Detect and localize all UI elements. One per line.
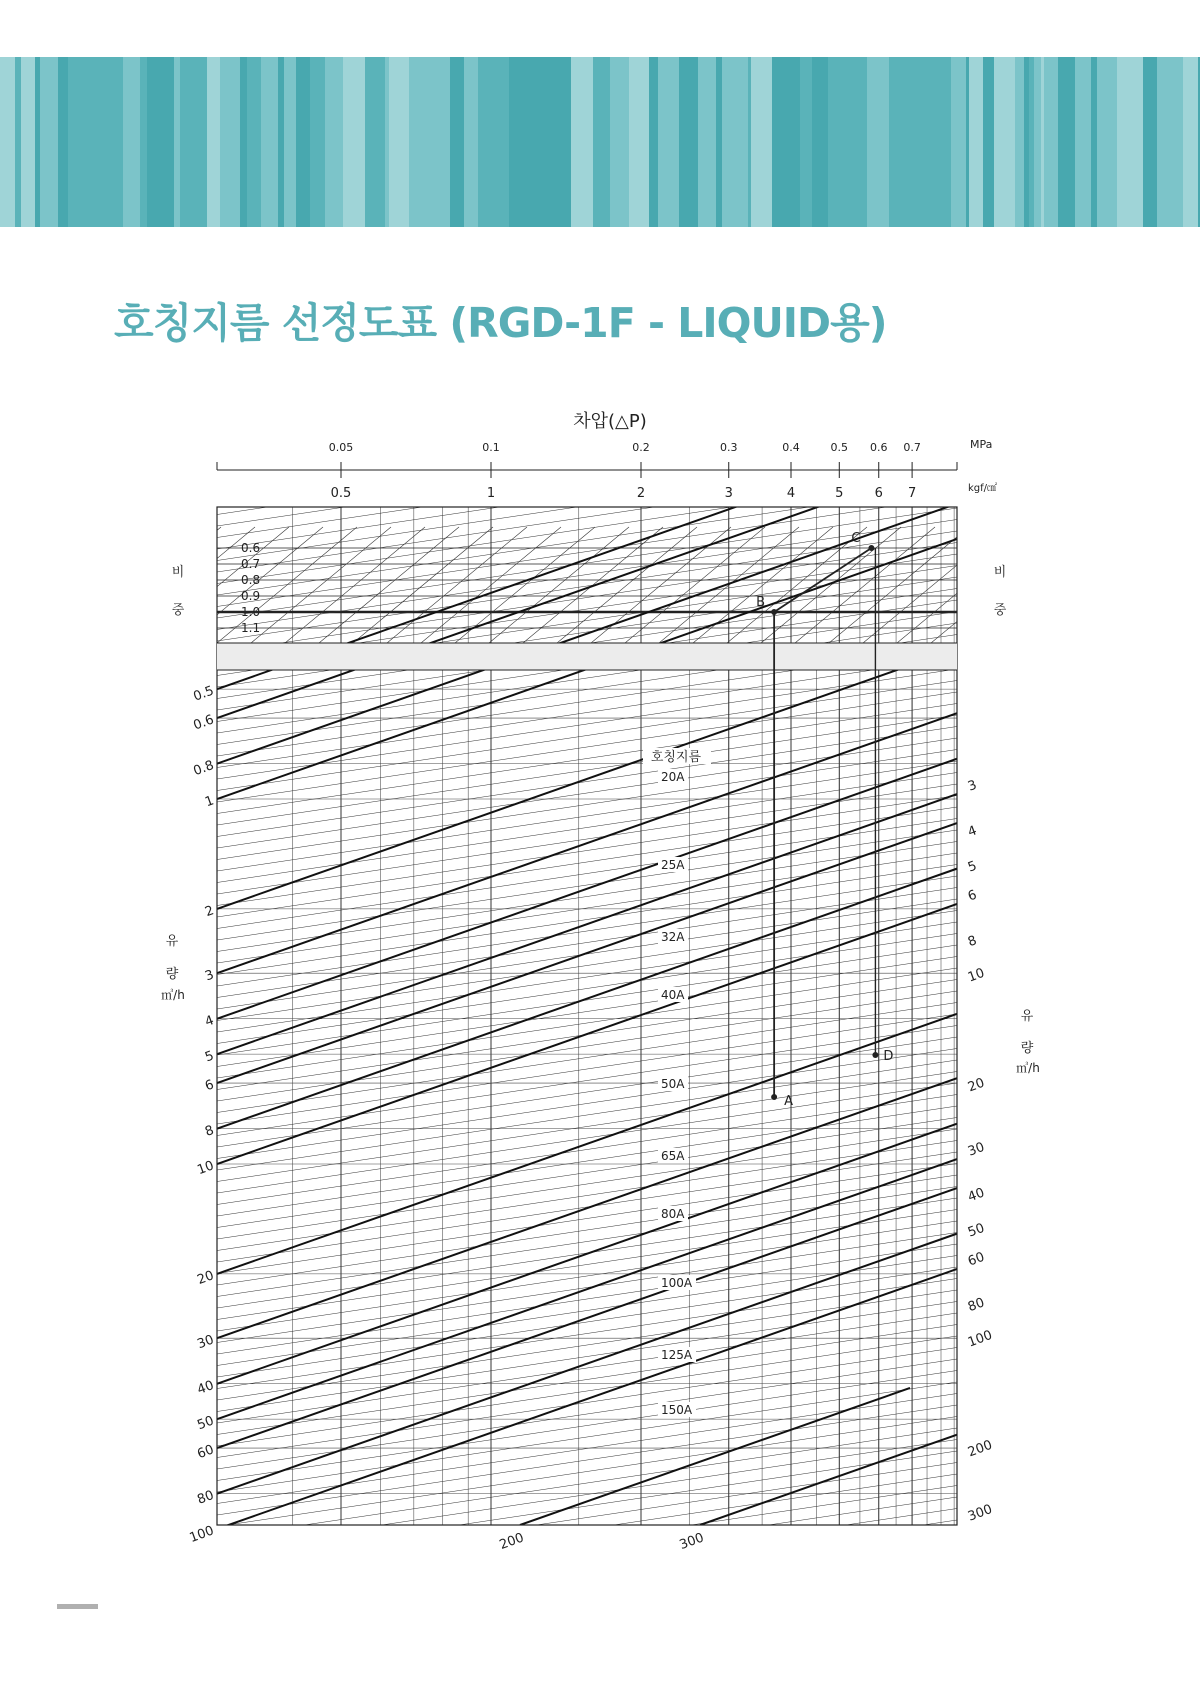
kgf-tick-label: 4 — [786, 486, 796, 501]
kgf-tick-label: 7 — [907, 486, 917, 501]
nomogram-diagonal — [217, 1417, 957, 1527]
flow-left-tick-label: 80 — [195, 1487, 217, 1508]
nomogram-diagonal — [217, 1612, 957, 1697]
nomogram-diagonal — [217, 1658, 957, 1697]
nomogram-diagonal — [217, 738, 957, 848]
flow-right-tick-label: 200 — [965, 1437, 995, 1461]
flow-axis-label-left: 유 — [165, 934, 179, 949]
nomogram-diagonal — [217, 1543, 957, 1653]
flow-left-tick-label: 100 — [187, 1523, 217, 1546]
nominal-size-100A: 100A — [661, 1276, 693, 1290]
example-point-C — [868, 545, 874, 551]
kgf-tick-label: 3 — [724, 486, 733, 501]
flow-right-tick-label: 100 — [965, 1327, 995, 1351]
flow-unit-left: ㎥/h — [161, 988, 185, 1002]
nominal-size-80A: 80A — [661, 1207, 685, 1221]
flow-bold-line — [700, 1388, 1090, 1525]
flow-bold-line — [217, 1234, 957, 1494]
nomogram-diagonal — [217, 1681, 957, 1697]
sg-diagonal — [217, 527, 357, 643]
kgf-tick-label: 5 — [835, 486, 844, 501]
mpa-unit-label: MPa — [970, 438, 993, 451]
chart-title: 차압(△P) — [573, 411, 647, 432]
nomogram-diagonal — [217, 531, 957, 641]
example-point-A — [771, 1094, 777, 1100]
nomogram-diagonal — [217, 865, 957, 975]
nomogram-diagonal — [217, 1014, 957, 1124]
flow-left-tick-label: 20 — [195, 1268, 217, 1288]
kgf-tick-label: 2 — [636, 486, 646, 501]
nomogram-diagonal — [217, 1106, 957, 1216]
kgf-tick-label: 1 — [486, 486, 496, 501]
sg-tick-label: 0.7 — [241, 557, 261, 571]
nomogram-diagonal — [217, 1233, 957, 1343]
flow-left-tick-label: 60 — [195, 1442, 217, 1463]
nomogram-diagonal — [217, 934, 957, 1044]
nomogram-diagonal — [217, 1026, 957, 1136]
nomogram-diagonal — [217, 1083, 957, 1193]
nomogram-diagonal — [217, 968, 957, 1078]
sg-diagonal — [625, 527, 765, 643]
flow-bold-line — [217, 1269, 957, 1529]
nomogram-diagonal — [217, 382, 957, 492]
flow-right-tick-label: 4 — [965, 823, 979, 841]
nomogram-diagonal — [217, 1049, 957, 1159]
sg-diagonal — [13, 527, 153, 643]
nominal-size-125A: 125A — [661, 1348, 693, 1362]
mpa-tick-label: 0.5 — [830, 441, 849, 454]
nomogram-diagonal — [217, 1221, 957, 1331]
nomogram-diagonal — [217, 1072, 957, 1182]
flow-right-tick-label: 50 — [965, 1220, 987, 1241]
mpa-tick-label: 0.6 — [869, 441, 888, 454]
flow-right-tick-label: 5 — [965, 858, 979, 876]
mpa-tick-label: 0.7 — [903, 441, 921, 454]
flow-left-tick-label: 4 — [203, 1013, 217, 1031]
flow-left-tick-label: 10 — [195, 1158, 217, 1179]
nomogram-diagonal — [217, 1451, 957, 1561]
sg-diagonal — [353, 527, 493, 643]
example-path-abc — [774, 548, 871, 1097]
sg-diagonal — [81, 527, 221, 643]
nomogram-diagonal — [217, 1532, 957, 1642]
flow-right-tick-label: 20 — [965, 1075, 987, 1096]
nomogram-diagonal — [217, 1520, 957, 1630]
flow-left-tick-label: 50 — [195, 1413, 217, 1434]
example-point-D — [872, 1052, 878, 1058]
nomogram-diagonal — [217, 1566, 957, 1676]
example-point-B — [771, 609, 777, 615]
flow-right-tick-label: 300 — [965, 1502, 995, 1525]
sg-diagonal — [761, 527, 901, 643]
nomogram-diagonal — [217, 1164, 957, 1274]
sg-diagonal — [897, 527, 1037, 643]
sg-tick-label: 1.1 — [241, 621, 261, 635]
nomogram-diagonal — [217, 1267, 957, 1377]
nomogram-diagonal — [217, 784, 957, 894]
sg-axis-label-left: 비 — [171, 565, 185, 580]
sg-axis-label-right: 비 — [993, 565, 1007, 580]
nomogram-diagonal — [217, 1440, 957, 1550]
nomogram-diagonal — [217, 1405, 957, 1515]
mpa-tick-label: 0.05 — [328, 441, 354, 454]
kgf-tick-label: 6 — [874, 486, 883, 501]
nomogram-diagonal — [217, 1463, 957, 1573]
nomogram-diagonal — [217, 1601, 957, 1697]
flow-axis-label-right: 량 — [1020, 1041, 1034, 1056]
flow-bold-line — [217, 504, 957, 764]
mpa-tick-label: 0.3 — [719, 441, 738, 454]
flow-unit-right: ㎥/h — [1016, 1061, 1040, 1075]
flow-left-tick-label: 40 — [195, 1378, 217, 1398]
nomogram-diagonal — [217, 508, 957, 618]
sg-tick-label: 1.0 — [241, 605, 261, 619]
separator-band — [217, 643, 957, 670]
sg-axis-label-left: 중 — [171, 603, 185, 618]
nomogram-diagonal — [217, 761, 957, 871]
flow-axis-label-right: 유 — [1020, 1009, 1034, 1024]
nomogram-diagonal — [217, 1670, 957, 1697]
nomogram-diagonal — [217, 991, 957, 1101]
kgf-unit-label: kgf/㎠ — [968, 483, 998, 494]
nominal-size-32A: 32A — [661, 930, 685, 944]
flow-left-tick-label: 6 — [203, 1077, 217, 1095]
mpa-tick-label: 0.1 — [482, 441, 500, 454]
mpa-tick-label: 0.4 — [782, 441, 800, 454]
flow-left-tick-label: 0.6 — [191, 712, 217, 734]
nomogram-diagonal — [217, 1129, 957, 1239]
nomogram-diagonal — [217, 727, 957, 837]
flow-right-tick-label: 40 — [965, 1185, 987, 1206]
sg-diagonal — [115, 527, 255, 643]
sg-diagonal — [387, 527, 527, 643]
flow-right-tick-label: 8 — [965, 933, 979, 951]
page-marker — [57, 1604, 98, 1609]
nominal-size-150A: 150A — [661, 1403, 693, 1417]
sg-diagonal — [931, 527, 1071, 643]
nominal-size-25A: 25A — [661, 858, 685, 872]
sg-diagonal — [149, 527, 289, 643]
sg-tick-label: 0.9 — [241, 589, 261, 603]
nomogram-diagonal — [217, 1336, 957, 1446]
flow-right-tick-label: 3 — [965, 777, 979, 795]
nomogram-diagonal — [217, 1555, 957, 1665]
nomogram-diagonal — [217, 658, 957, 768]
example-label-B: B — [756, 595, 766, 610]
nominal-size-20A: 20A — [661, 770, 685, 784]
sg-tick-label: 0.6 — [241, 541, 261, 555]
nomogram-diagonal — [217, 1118, 957, 1228]
flow-right-tick-label: 6 — [965, 887, 979, 905]
flow-left-tick-label: 30 — [195, 1332, 217, 1353]
nomogram-diagonal — [217, 945, 957, 1055]
nomogram-diagonal — [217, 715, 957, 825]
nomogram-diagonal — [217, 474, 957, 584]
nomogram-diagonal — [217, 1635, 957, 1697]
nominal-size-65A: 65A — [661, 1149, 685, 1163]
flow-left-tick-label: 8 — [203, 1122, 217, 1140]
nomogram-diagonal — [217, 773, 957, 883]
flow-bottom-tick-label: 300 — [677, 1530, 707, 1554]
flow-left-tick-label: 0.8 — [191, 757, 217, 780]
nominal-size-40A: 40A — [661, 988, 685, 1002]
nomogram-diagonal — [217, 911, 957, 1021]
flow-left-tick-label: 3 — [203, 967, 217, 985]
flow-right-tick-label: 30 — [965, 1139, 987, 1160]
nomogram-diagonal — [217, 451, 957, 561]
nomogram-diagonal — [217, 1578, 957, 1688]
nomogram-diagonal — [217, 462, 957, 572]
nomogram-diagonal — [217, 692, 957, 802]
mpa-tick-label: 0.2 — [632, 441, 650, 454]
nomogram-diagonal — [217, 1279, 957, 1389]
flow-left-tick-label: 1 — [203, 793, 217, 811]
flow-axis-label-left: 량 — [165, 967, 179, 982]
nomogram-diagonal — [217, 1095, 957, 1205]
flow-bold-line — [217, 904, 957, 1164]
flow-bold-line — [217, 869, 957, 1129]
nomogram-diagonal — [217, 1313, 957, 1423]
sg-diagonal — [965, 527, 1105, 643]
sg-diagonal — [47, 527, 187, 643]
nomogram-diagonal — [217, 1589, 957, 1697]
nomogram-diagonal — [217, 1152, 957, 1262]
flow-right-tick-label: 10 — [965, 965, 987, 986]
nomogram-diagonal — [217, 1624, 957, 1697]
nomogram-diagonal — [217, 1175, 957, 1285]
flow-right-tick-label: 60 — [965, 1249, 987, 1270]
nomogram-diagonal — [217, 416, 957, 526]
sg-diagonal — [829, 527, 969, 643]
nomogram-diagonal — [217, 1371, 957, 1481]
flow-left-tick-label: 0.5 — [191, 683, 217, 705]
nomogram-diagonal — [217, 1060, 957, 1170]
nomogram-diagonal — [217, 439, 957, 549]
flow-bold-line — [217, 1159, 957, 1419]
flow-bottom-tick-label: 200 — [497, 1530, 527, 1554]
kgf-tick-label: 0.5 — [330, 486, 352, 501]
nomogram-diagonal — [217, 819, 957, 929]
flow-bold-line — [217, 794, 957, 1054]
flow-bold-line — [217, 1014, 957, 1274]
flow-left-tick-label: 5 — [203, 1048, 217, 1066]
sg-axis-label-right: 중 — [993, 603, 1007, 618]
nomogram-diagonal — [217, 1497, 957, 1607]
example-label-A: A — [784, 1094, 794, 1109]
nomogram-diagonal — [217, 1359, 957, 1469]
example-label-C: C — [851, 531, 861, 546]
flow-bold-line — [217, 649, 957, 909]
nomogram-diagonal — [217, 1428, 957, 1538]
nomogram-diagonal — [217, 1187, 957, 1297]
nomogram-diagonal — [217, 876, 957, 986]
sg-diagonal — [999, 527, 1139, 643]
example-label-D: D — [883, 1049, 894, 1064]
sg-diagonal — [863, 527, 1003, 643]
nomogram-diagonal — [217, 681, 957, 791]
page-title: 호칭지름 선정도표 (RGD-1F - LIQUID용) — [114, 299, 887, 347]
flow-left-tick-label: 2 — [203, 903, 217, 921]
flow-bold-line — [217, 458, 957, 718]
nomogram-diagonal — [217, 1647, 957, 1697]
nominal-size-label: 호칭지름 — [650, 750, 702, 765]
flow-right-tick-label: 80 — [965, 1295, 987, 1316]
nominal-size-50A: 50A — [661, 1077, 685, 1091]
sg-tick-label: 0.8 — [241, 573, 261, 587]
